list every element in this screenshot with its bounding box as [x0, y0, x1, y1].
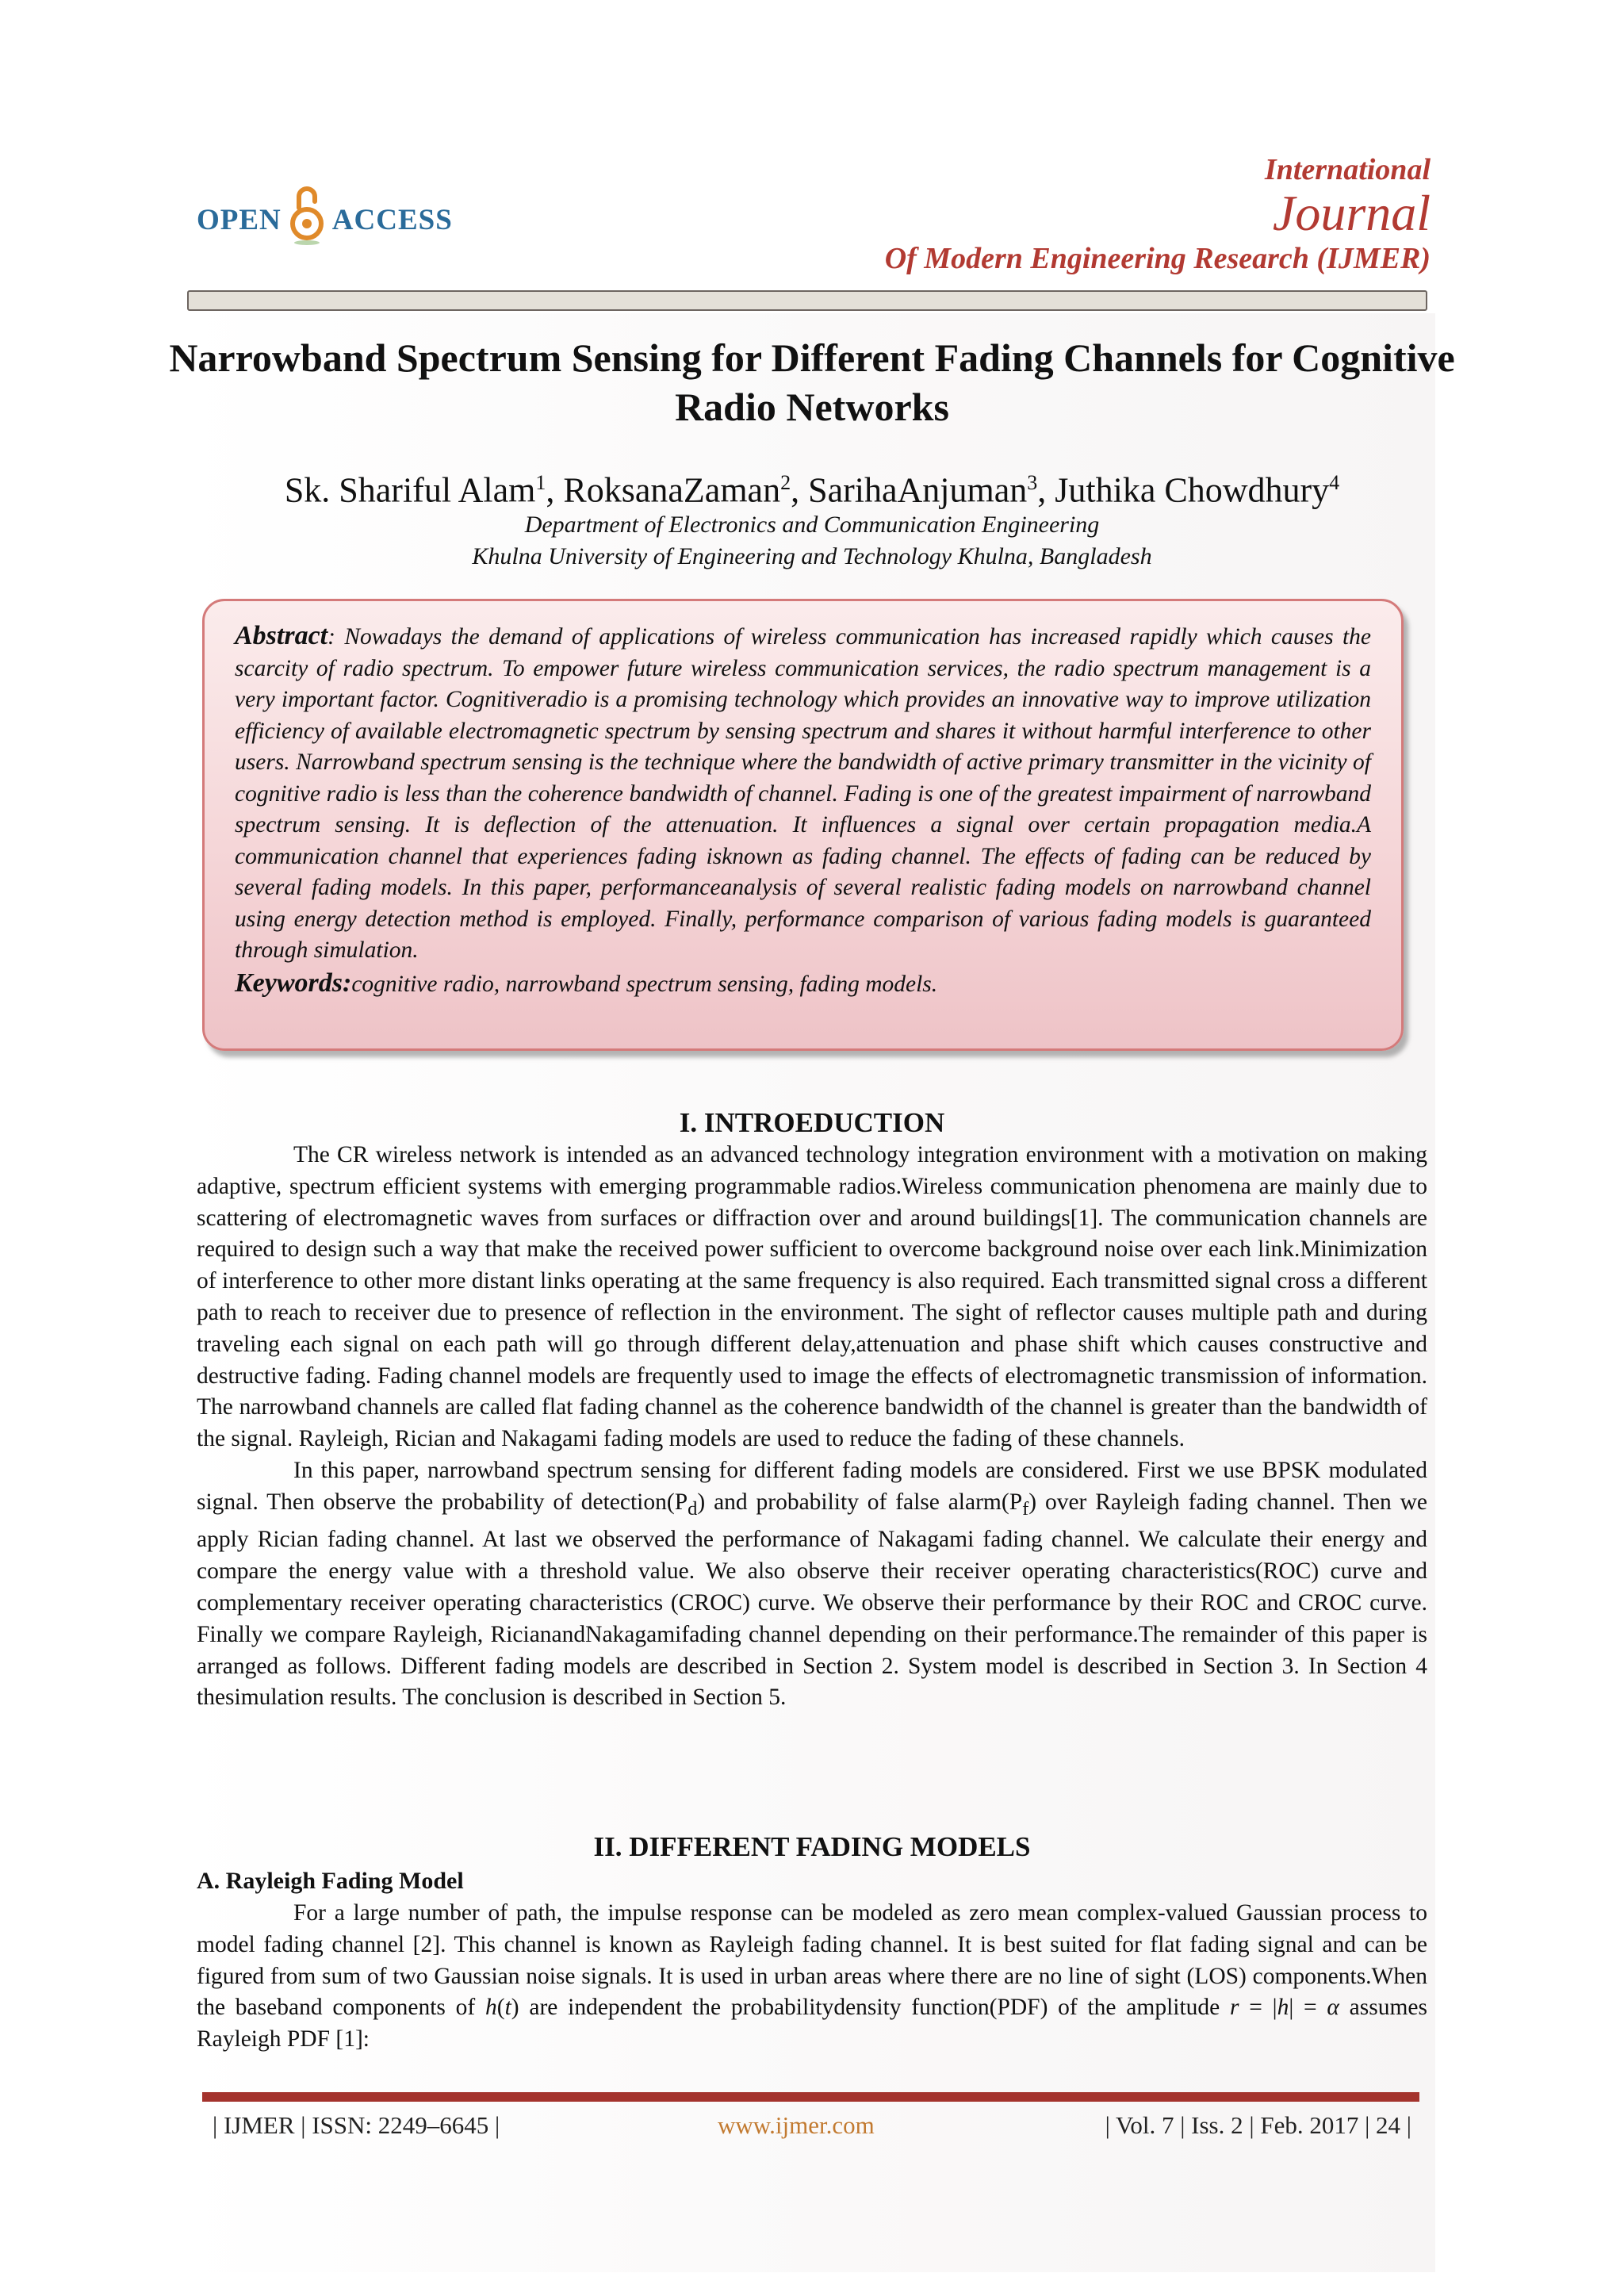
author-sup: 4: [1329, 471, 1340, 494]
author-list: Sk. Shariful Alam$^1$, RoksanaZaman$^2$, SarihaAnjuman$^3$, Juthika Chowdhury$^4$: [284, 470, 1340, 510]
open-access-label-right: ACCESS: [331, 203, 453, 236]
journal-line-international: International: [1264, 153, 1431, 186]
journal-line-journal: Journal: [1272, 185, 1431, 241]
author-name: Juthika Chowdhury: [1055, 470, 1330, 510]
abstract-text: : Nowadays the demand of applications of wireless communication has increased rapidly which causes the scarcity of radio spectrum. To empower future wireless communication services, the radio spectrum management is a very important factor. Cognitiveradio is a promising technology which provides an innovative way to improve utilization efficiency of available electromagnetic spectrum by sensing spectrum and shares it without harmful interference to other users. Narrowband spectrum sensing is the technique where the bandwidth of active primary transmitter in the vicinity of cognitive radio is less than the coherence bandwidth of channel. Fading is one of the greatest impairment of narrowband spectrum sensing. It is deflection of the attenuation. It influences a signal over certain propagation media.A communication channel that experiences fading isknown as fading channel. The effects of fading can be reduced by several fading models. In this paper, performanceanalysis of several realistic fading models on narrowband channel using energy detection method is employed. Finally, performance comparison of various fading models is guaranteed through simulation.: [235, 624, 1371, 963]
header-divider-bar: [187, 290, 1427, 311]
footer-website-link[interactable]: www.ijmer.com: [718, 2111, 875, 2139]
open-lock-icon: [289, 184, 324, 246]
abstract-body: [235, 620, 1371, 967]
journal-masthead: [885, 151, 1431, 279]
intro-paragraph-2: In this paper, narrowband spectrum sensing for different fading models are considered. First we use BPSK modulated signal. Then observe the probability of $detection(P_d)$ and probability of false $alarm(P_f)$ over Rayleigh fading channel. Then we apply Rician fading channel. At last we observed the performance of Nakagami fading channel. We calculate their energy and compare the energy value with a threshold value. We also observe their receiver operating characteristics(ROC) curve and complementary receiver operating characteristics (CROC) curve. We observe their performance by their ROC and CROC curve. Finally we compare Rayleigh, RicianandNakagamifading channel depending on their performance.The remainder of this paper is arranged as follows. Different fading models are described in Section 2. System model is described in Section 3. In Section 4 thesimulation results. The conclusion is described in Section 5.: [197, 1457, 1428, 1711]
intro-paragraph-1: The CR wireless network is intended as an advanced technology integration environment with a motivation on making adaptive, spectrum efficient systems with emerging programmable radios.Wireless communication phenomena are mainly due to scattering of electromagnetic waves from surfaces or diffraction over and around buildings[1]. The communication channels are required to design such a way that make the received power sufficient to overcome background noise over each link.Minimization of interference to other more distant links operating at the same frequency is also required. Each transmitted signal cross a different path to reach to receiver due to presence of reflection in the environment. The sight of reflector causes multiple path and during traveling each signal on each path will go through different delay,attenuation and phase shift which causes constructive and destructive fading. Fading channel models are frequently used to image the effects of electromagnetic transmission of information. The narrowband channels are called flat fading channel as the coherence bandwidth of the channel is greater than the bandwidth of the signal. Rayleigh, Rician and Nakagami fading models are used to reduce the fading of these channels.: [197, 1142, 1427, 1452]
author-name: Sk. Shariful Alam: [284, 470, 536, 510]
subsection-rayleigh: A. Rayleigh Fading Model: [197, 1868, 464, 1894]
abstract-label: Abstract: [235, 621, 328, 650]
author-sup: 1: [535, 471, 546, 494]
rayleigh-paragraph: For a large number of path, the impulse response can be modeled as zero mean complex-valued Gaussian process to model fading channel [2]. This channel is known as Rayleigh fading channel. It is best suited for flat fading signal and can be figured from sum of two Gaussian noise signals. It is used in urban areas where there are no line of sight (LOS) components.When the baseband components of h(t) are independent the probabilitydensity function(PDF) of the amplitude r = |h| = α assumes Rayleigh PDF [1]:: [197, 1900, 1428, 2053]
open-access-logo: [197, 189, 453, 251]
author-name: SarihaAnjuman: [808, 470, 1028, 510]
open-access-label-left: OPEN: [197, 203, 282, 236]
keywords-text: cognitive radio, narrowband spectrum sensing, fading models.: [351, 971, 938, 997]
abstract-box: [202, 599, 1404, 1051]
keywords-label: Keywords:: [235, 968, 352, 998]
footer-issn: | IJMER | ISSN: 2249–6645 |: [213, 2111, 500, 2139]
author-name: RoksanaZaman: [563, 470, 781, 510]
author-sup: 3: [1027, 471, 1038, 494]
author-sup: 2: [780, 471, 791, 494]
affiliation-department: Department of Electronics and Communication Engineering: [524, 512, 1100, 538]
keywords-line: [235, 967, 1371, 1001]
rayleigh-body: [197, 1898, 1427, 2056]
affiliation-university: Khulna University of Engineering and Technology Khulna, Bangladesh: [472, 543, 1152, 569]
paper-title: Narrowband Spectrum Sensing for Different Fading Channels for Cognitive Radio Networks: [169, 335, 1455, 429]
affiliation: [159, 509, 1465, 573]
footer-volume-page: | Vol. 7 | Iss. 2 | Feb. 2017 | 24 |: [1105, 2111, 1411, 2139]
footer-divider-bar: [202, 2092, 1419, 2102]
section-heading-introduction: I. INTROEDUCTION: [679, 1107, 945, 1138]
section-heading-fading-models: II. DIFFERENT FADING MODELS: [593, 1831, 1031, 1862]
journal-line-subtitle: Of Modern Engineering Research (IJMER): [884, 242, 1431, 275]
introduction-body: [197, 1140, 1427, 1714]
